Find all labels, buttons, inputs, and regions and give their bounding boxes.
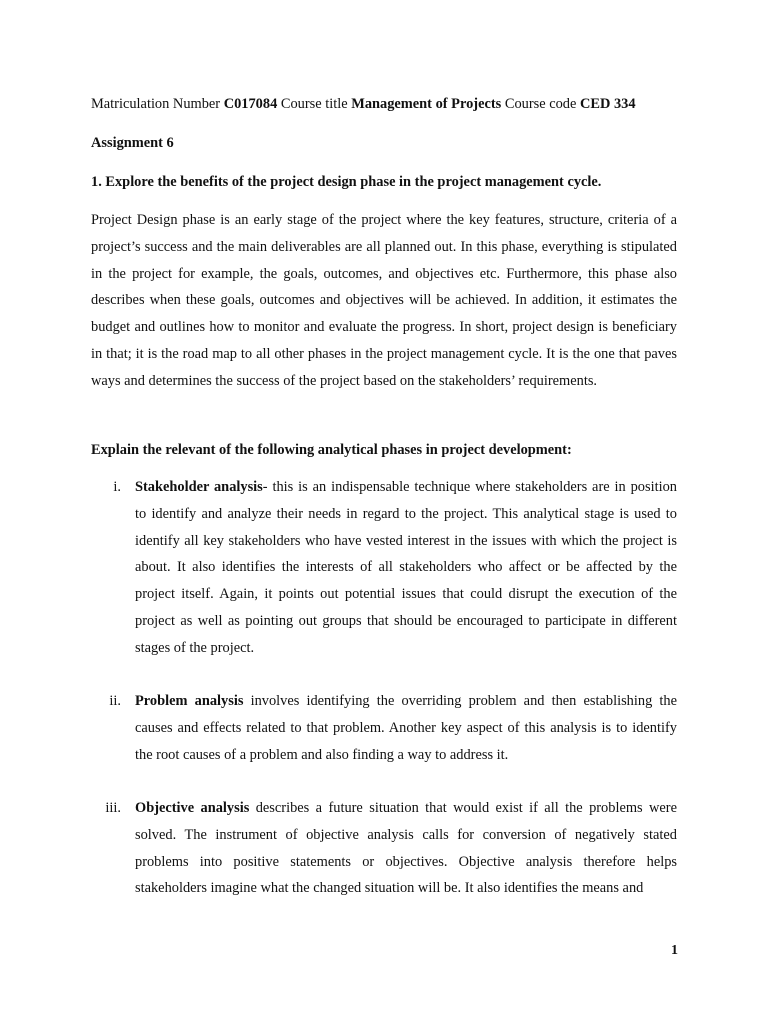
list-numeral: i. (113, 479, 121, 495)
list-item-term: Stakeholder analysis (135, 479, 263, 495)
assignment-title: Assignment 6 (91, 135, 174, 151)
matric-label: Matriculation Number (91, 96, 221, 112)
header-line (91, 95, 636, 113)
list-item-text (135, 688, 677, 768)
question-1: 1. Explore the benefits of the project design phase in the project management cycle. (91, 174, 602, 190)
course-code-value: CED 334 (580, 96, 636, 112)
question-2: Explain the relevant of the following analytical phases in project development: (91, 442, 572, 458)
list-item-body: involves identifying the overriding problem and then establishing the causes and effects related to that problem. Another key aspect of this analysis is to identify the root causes of a problem and also finding a way to address it. (135, 693, 677, 763)
answer-1-paragraph: Project Design phase is an early stage of the project where the key features, structure, criteria of a project’s success and the main deliverables are all planned out. In this phase, everything is stipulated in the project for example, the goals, outcomes, and objectives etc. Furthermore, this phase also describes when these goals, outcomes and objectives will be achieved. In addition, it estimates the budget and outlines how to monitor and evaluate the progress. In short, project design is beneficiary in that; it is the road map to all other phases in the project management cycle. It is the one that paves ways and determines the success of the project based on the stakeholders’ requirements. (91, 212, 677, 389)
list-item-text (135, 795, 677, 902)
page-number: 1 (671, 943, 678, 958)
course-title-value: Management of Projects (351, 96, 502, 112)
list-numeral: iii. (105, 800, 121, 816)
course-code-label: Course code (504, 96, 577, 112)
list-item-body: - this is an indispensable technique where stakeholders are in position to identify and analyze their needs in regard to the project. This analytical stage is used to identify all key stakeholders who have vested interest in the issues with which the project is about. It also identifies the interests of all stakeholders who affect or be affected by the project itself. Again, it points out potential issues that could disrupt the execution of the project as well as pointing out groups that should be encouraged to participate in different stages of the project. (135, 479, 677, 656)
course-title-label: Course title (280, 96, 348, 112)
matric-value: C017084 (223, 96, 278, 112)
list-item-body: describes a future situation that would exist if all the problems were solved. The instrument of objective analysis calls for conversion of negatively stated problems into positive statements or objectives. Objective analysis therefore helps stakeholders imagine what the changed situation will be. It also identifies the means and (135, 800, 677, 897)
list-item-text (135, 474, 677, 662)
list-item-term: Problem analysis (135, 693, 244, 709)
list-numeral: ii. (109, 693, 121, 709)
list-item-term: Objective analysis (135, 800, 250, 816)
